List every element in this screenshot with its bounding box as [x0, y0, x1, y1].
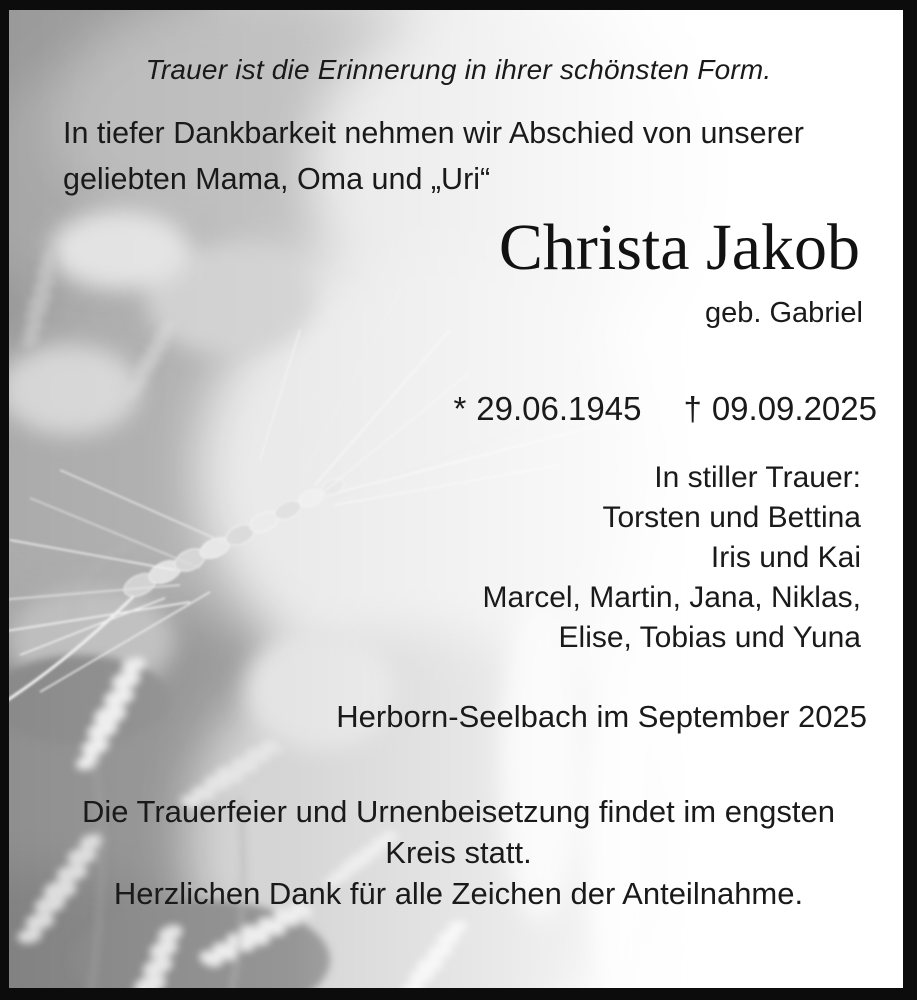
death-date-value: 09.09.2025: [711, 390, 877, 427]
closing-line-3: Herzlichen Dank für alle Zeichen der Anteilnahme.: [113, 876, 804, 911]
closing-block: [0, 791, 917, 914]
deceased-name: Christa Jakob: [498, 211, 860, 284]
intro-line-2: geliebten Mama, Oma und „Uri“: [63, 162, 491, 196]
mourner-line: Elise, Tobias und Yuna: [558, 621, 861, 654]
memorial-quote: Trauer ist die Erinnerung in ihrer schönsten Form.: [145, 54, 772, 85]
birth-date: [453, 390, 641, 427]
mourner-line: Iris und Kai: [710, 541, 861, 574]
mourners-block: [483, 458, 861, 658]
cross-symbol: †: [683, 390, 702, 427]
death-date: [683, 390, 877, 427]
born-symbol: *: [453, 390, 467, 427]
intro-line-1: In tiefer Dankbarkeit nehmen wir Abschied von unserer: [63, 116, 804, 150]
birth-date-value: 29.06.1945: [476, 390, 642, 427]
mourner-line: Torsten und Bettina: [602, 501, 861, 534]
intro-text: [63, 110, 804, 202]
place-date-line: Herborn-Seelbach im September 2025: [336, 699, 867, 734]
closing-line-1: Die Trauerfeier und Urnenbeisetzung findet im engsten: [81, 794, 836, 829]
mourner-line: Marcel, Martin, Jana, Niklas,: [482, 581, 861, 614]
life-dates: [453, 390, 877, 428]
maiden-name: geb. Gabriel: [705, 297, 863, 329]
closing-line-2: Kreis statt.: [385, 835, 532, 870]
mourners-heading: In stiller Trauer:: [654, 461, 861, 494]
